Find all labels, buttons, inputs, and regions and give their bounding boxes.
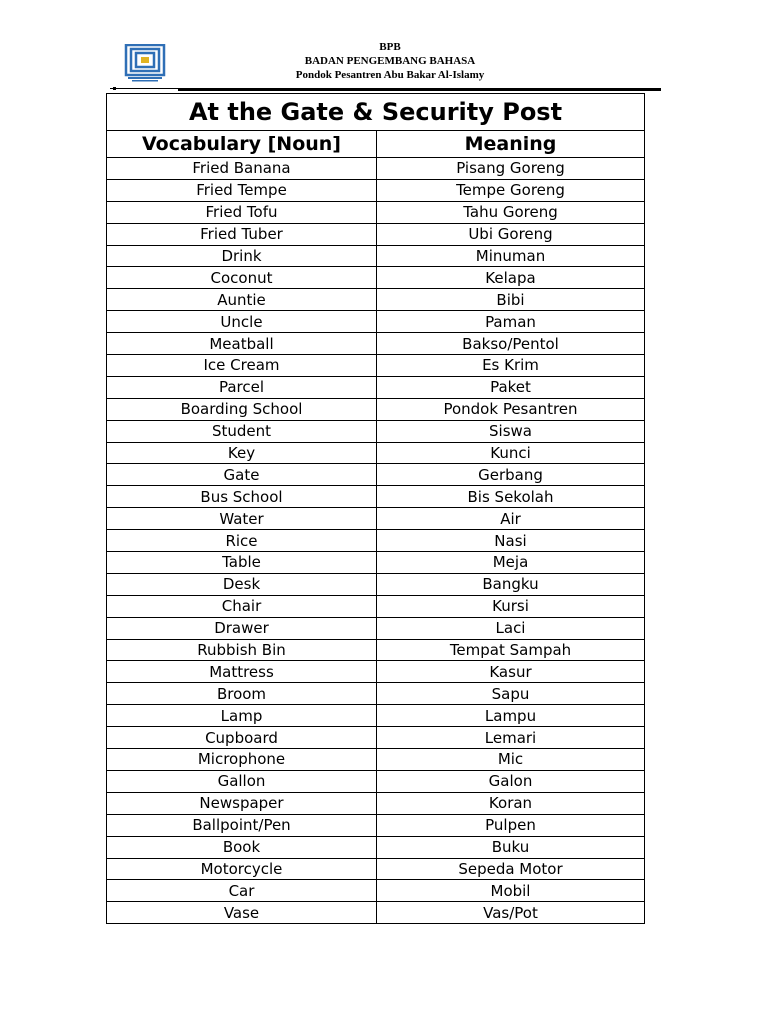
vocabulary-cell: Fried Tuber	[107, 223, 377, 245]
vocabulary-cell: Ballpoint/Pen	[107, 814, 377, 836]
meaning-cell: Pulpen	[377, 814, 645, 836]
vocabulary-cell: Broom	[107, 683, 377, 705]
meaning-cell: Gerbang	[377, 464, 645, 486]
vocabulary-cell: Key	[107, 442, 377, 464]
vocabulary-cell: Newspaper	[107, 792, 377, 814]
vocabulary-cell: Gate	[107, 464, 377, 486]
vocabulary-cell: Car	[107, 880, 377, 902]
table-row	[107, 880, 645, 902]
meaning-cell: Kelapa	[377, 267, 645, 289]
table-row	[107, 530, 645, 552]
column-header-meaning: Meaning	[377, 131, 645, 158]
meaning-cell: Nasi	[377, 530, 645, 552]
vocabulary-cell: Meatball	[107, 333, 377, 355]
vocabulary-cell: Fried Banana	[107, 158, 377, 180]
column-header-vocabulary: Vocabulary [Noun]	[107, 131, 377, 158]
meaning-cell: Pisang Goreng	[377, 158, 645, 180]
vocabulary-cell: Drawer	[107, 617, 377, 639]
vocabulary-cell: Table	[107, 552, 377, 574]
meaning-cell: Bis Sekolah	[377, 486, 645, 508]
meaning-cell: Tempat Sampah	[377, 639, 645, 661]
vocabulary-cell: Coconut	[107, 267, 377, 289]
meaning-cell: Buku	[377, 836, 645, 858]
table-row	[107, 245, 645, 267]
table-body	[107, 158, 645, 924]
meaning-cell: Ubi Goreng	[377, 223, 645, 245]
vocabulary-cell: Bus School	[107, 486, 377, 508]
table-row	[107, 223, 645, 245]
table-row	[107, 376, 645, 398]
table-row	[107, 902, 645, 924]
table-row	[107, 420, 645, 442]
table-row	[107, 573, 645, 595]
table-row	[107, 464, 645, 486]
meaning-cell: Galon	[377, 770, 645, 792]
meaning-cell: Laci	[377, 617, 645, 639]
letterhead-line1: BPB	[379, 41, 401, 53]
vocabulary-cell: Gallon	[107, 770, 377, 792]
table-row	[107, 179, 645, 201]
bpb-logo-icon	[122, 44, 168, 84]
meaning-cell: Koran	[377, 792, 645, 814]
meaning-cell: Bangku	[377, 573, 645, 595]
letterhead-text	[230, 40, 550, 82]
vocabulary-cell: Microphone	[107, 749, 377, 771]
vocabulary-cell: Water	[107, 508, 377, 530]
table-row	[107, 683, 645, 705]
vocabulary-cell: Boarding School	[107, 398, 377, 420]
meaning-cell: Air	[377, 508, 645, 530]
table-row	[107, 267, 645, 289]
vocabulary-cell: Cupboard	[107, 727, 377, 749]
meaning-cell: Es Krim	[377, 355, 645, 377]
meaning-cell: Paman	[377, 311, 645, 333]
vocabulary-cell: Book	[107, 836, 377, 858]
vocabulary-cell: Fried Tempe	[107, 179, 377, 201]
table-row	[107, 595, 645, 617]
table-row	[107, 770, 645, 792]
meaning-cell: Meja	[377, 552, 645, 574]
table-row	[107, 442, 645, 464]
meaning-cell: Siswa	[377, 420, 645, 442]
table-row	[107, 486, 645, 508]
meaning-cell: Kursi	[377, 595, 645, 617]
vocabulary-cell: Fried Tofu	[107, 201, 377, 223]
table-row	[107, 792, 645, 814]
table-row	[107, 858, 645, 880]
table-row	[107, 508, 645, 530]
vocabulary-cell: Lamp	[107, 705, 377, 727]
vocabulary-cell: Chair	[107, 595, 377, 617]
meaning-cell: Kasur	[377, 661, 645, 683]
table-row	[107, 289, 645, 311]
table-row	[107, 201, 645, 223]
vocabulary-cell: Student	[107, 420, 377, 442]
vocabulary-cell: Desk	[107, 573, 377, 595]
vocabulary-cell: Drink	[107, 245, 377, 267]
meaning-cell: Lemari	[377, 727, 645, 749]
meaning-cell: Pondok Pesantren	[377, 398, 645, 420]
meaning-cell: Lampu	[377, 705, 645, 727]
vocabulary-table	[106, 93, 645, 924]
vocabulary-cell: Parcel	[107, 376, 377, 398]
table-row	[107, 705, 645, 727]
table-row	[107, 639, 645, 661]
meaning-cell: Paket	[377, 376, 645, 398]
table-row	[107, 836, 645, 858]
vocabulary-cell: Rice	[107, 530, 377, 552]
vocabulary-cell: Ice Cream	[107, 355, 377, 377]
letterhead-line3: Pondok Pesantren Abu Bakar Al-Islamy	[295, 69, 485, 81]
meaning-cell: Tahu Goreng	[377, 201, 645, 223]
table-row	[107, 617, 645, 639]
table-row	[107, 814, 645, 836]
table-row	[107, 727, 645, 749]
vocabulary-cell: Vase	[107, 902, 377, 924]
vocabulary-cell: Rubbish Bin	[107, 639, 377, 661]
vocabulary-cell: Uncle	[107, 311, 377, 333]
meaning-cell: Bakso/Pentol	[377, 333, 645, 355]
header-rule-thick	[178, 89, 661, 91]
meaning-cell: Bibi	[377, 289, 645, 311]
meaning-cell: Mobil	[377, 880, 645, 902]
meaning-cell: Minuman	[377, 245, 645, 267]
letterhead	[0, 36, 768, 92]
vocabulary-cell: Mattress	[107, 661, 377, 683]
table-row	[107, 749, 645, 771]
table-row	[107, 355, 645, 377]
vocabulary-cell: Auntie	[107, 289, 377, 311]
meaning-cell: Sapu	[377, 683, 645, 705]
table-row	[107, 661, 645, 683]
meaning-cell: Kunci	[377, 442, 645, 464]
letterhead-line2: BADAN PENGEMBANG BAHASA	[304, 55, 476, 67]
table-title: At the Gate & Security Post	[107, 94, 645, 131]
table-row	[107, 311, 645, 333]
table-row	[107, 158, 645, 180]
table-row	[107, 398, 645, 420]
meaning-cell: Tempe Goreng	[377, 179, 645, 201]
meaning-cell: Vas/Pot	[377, 902, 645, 924]
meaning-cell: Sepeda Motor	[377, 858, 645, 880]
table-row	[107, 552, 645, 574]
meaning-cell: Mic	[377, 749, 645, 771]
vocabulary-cell: Motorcycle	[107, 858, 377, 880]
table-row	[107, 333, 645, 355]
